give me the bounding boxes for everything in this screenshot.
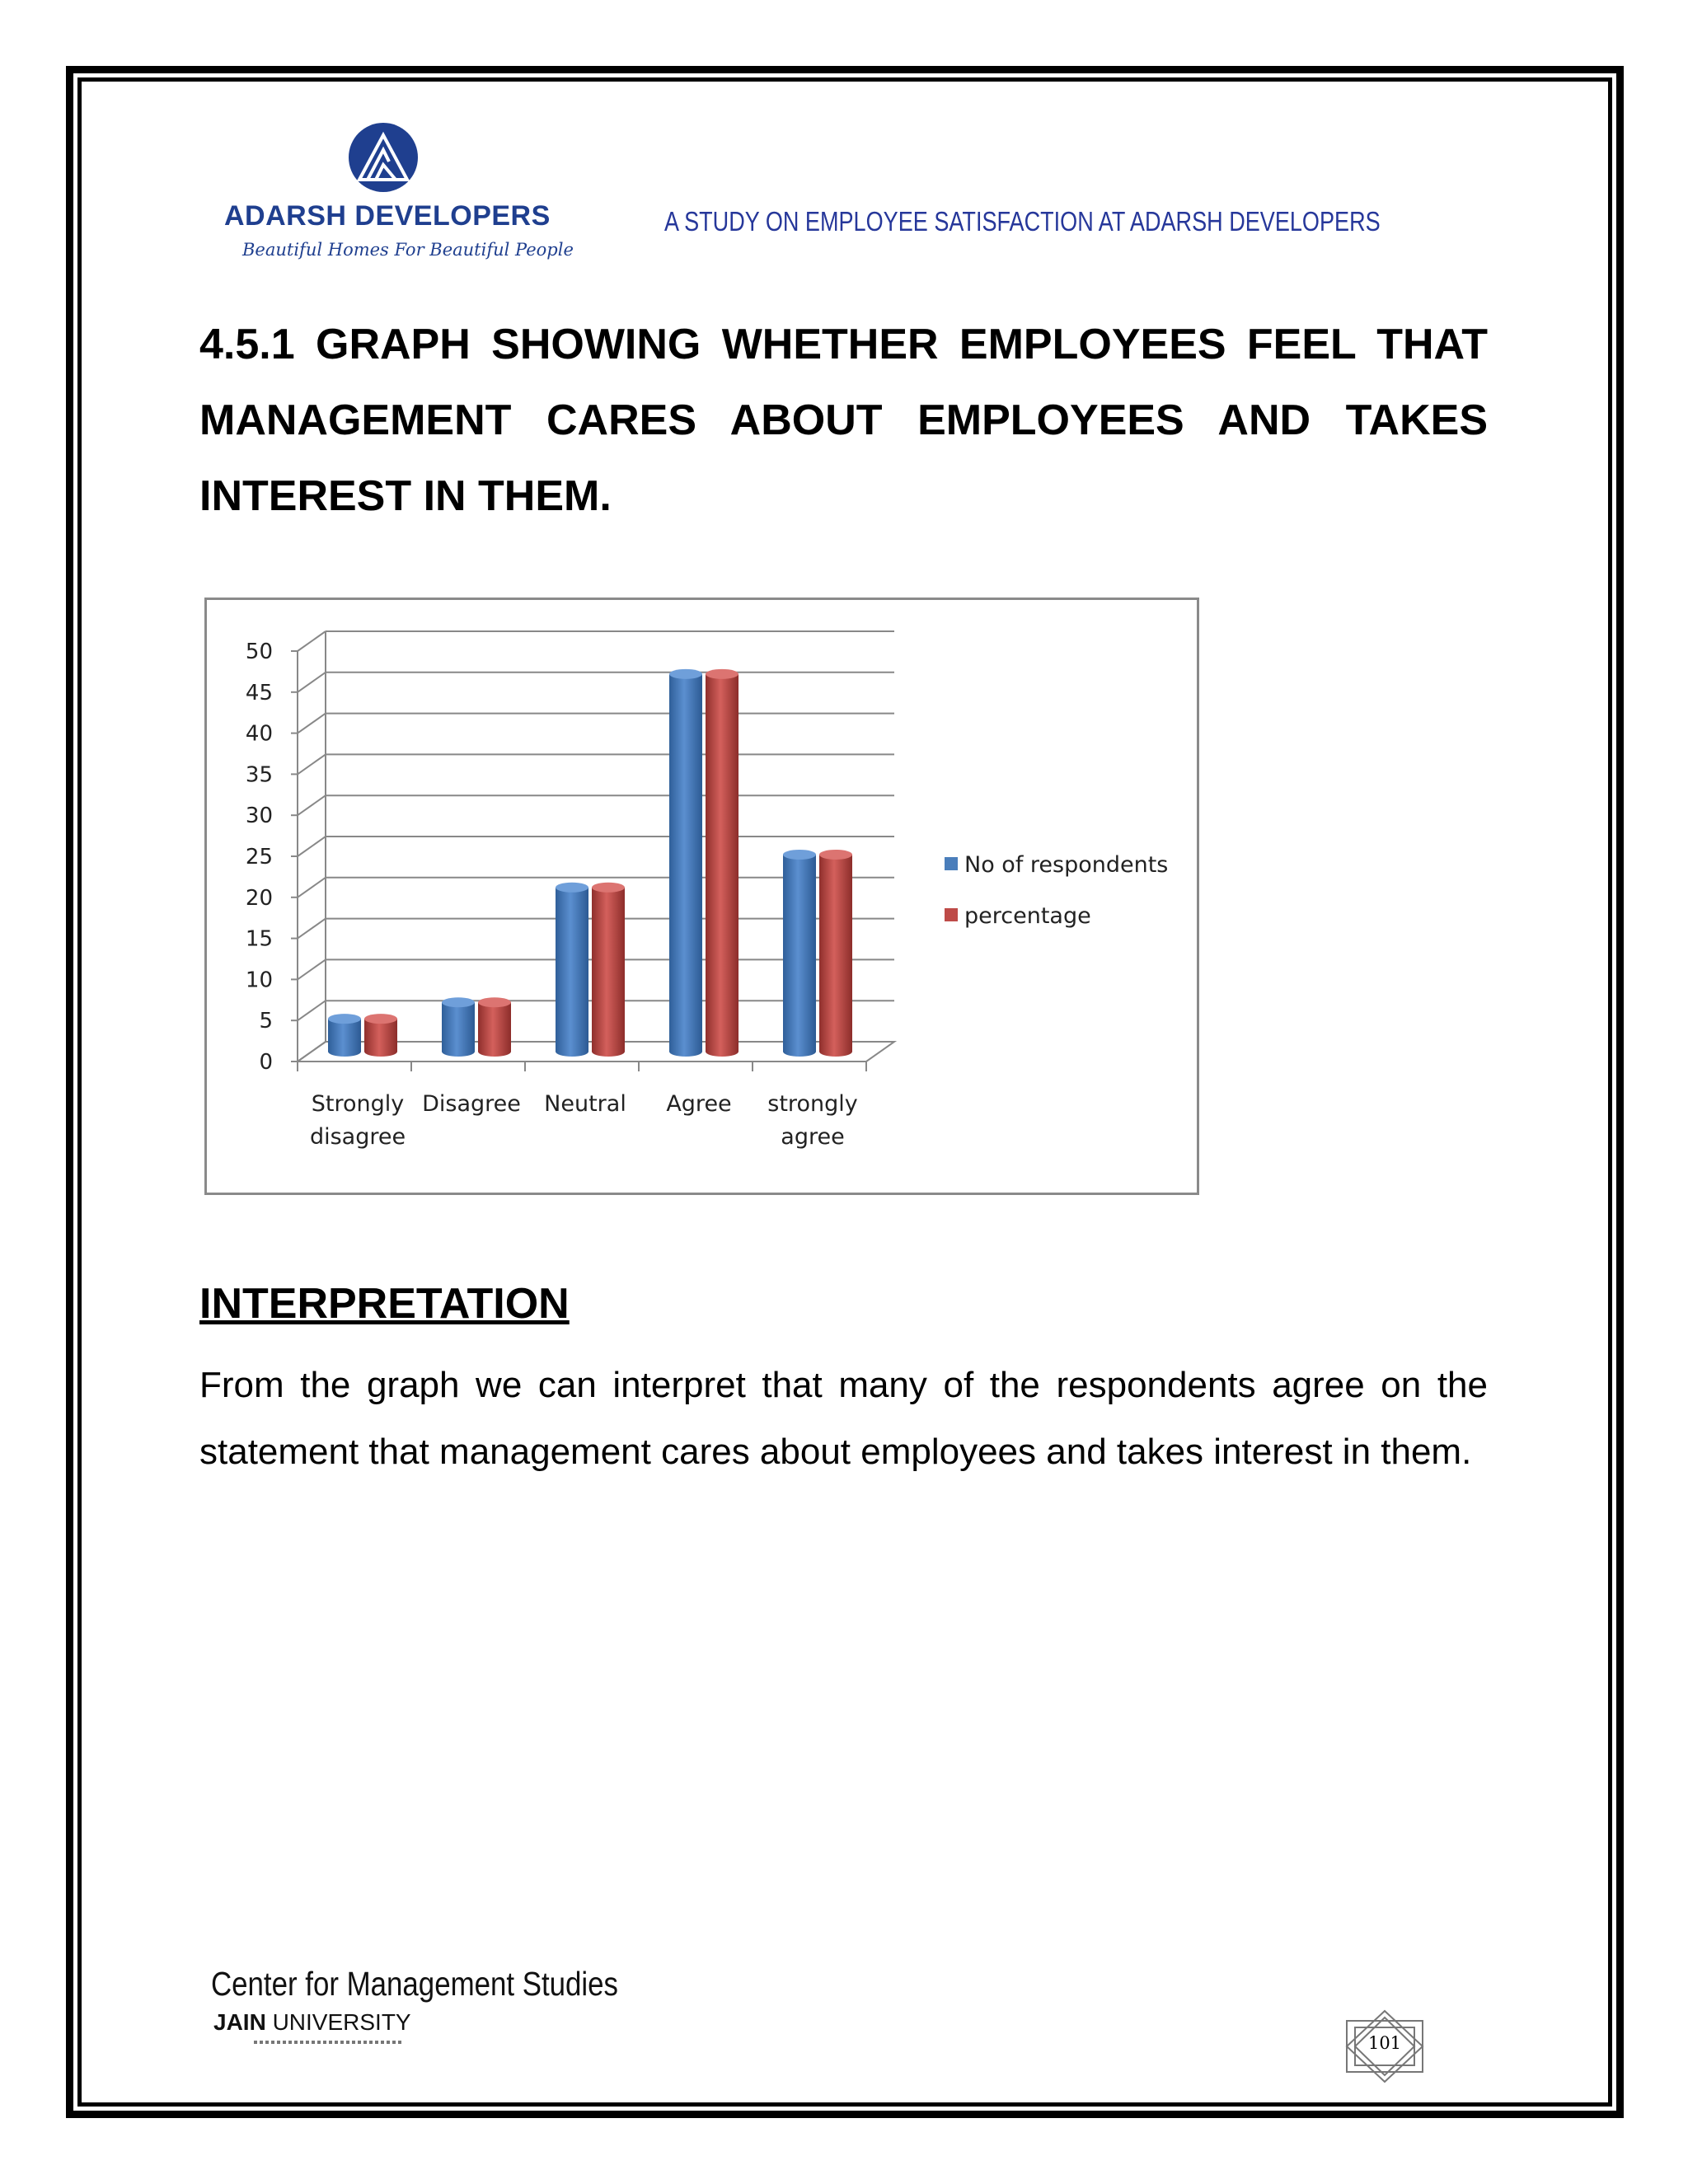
- bar-respondents-0: [328, 1019, 361, 1057]
- y-tick-label: 45: [245, 680, 273, 705]
- x-category-label: Agree: [666, 1091, 732, 1117]
- bar-percentage-2: [592, 888, 625, 1057]
- gridline-side: [298, 919, 326, 939]
- gridline-side: [298, 714, 326, 733]
- y-tick-label: 5: [259, 1009, 273, 1034]
- legend-swatch-1: [945, 908, 958, 921]
- chart-container: [204, 598, 1199, 1195]
- company-logo: [206, 122, 585, 279]
- bar-percentage-0: [364, 1019, 397, 1057]
- study-title: A STUDY ON EMPLOYEE SATISFACTION AT ADARSH DEVELOPERS: [664, 206, 1381, 237]
- y-tick-label: 30: [245, 804, 273, 829]
- y-tick-label: 20: [245, 885, 273, 911]
- bar-respondents-1: [442, 1002, 475, 1057]
- page-number-badge: [1343, 2009, 1426, 2083]
- bar-percentage-4: [819, 855, 852, 1057]
- interpretation-text: From the graph we can interpret that many of the respondents agree on the statement that management cares about employees and takes interest in them.: [199, 1365, 1488, 1472]
- section-title: 4.5.1 GRAPH SHOWING WHETHER EMPLOYEES FEEL THAT MANAGEMENT CARES ABOUT EMPLOYEES AND TAKES INTEREST IN THEM.: [199, 321, 1488, 520]
- gridline-side: [298, 837, 326, 856]
- y-tick-label: 25: [245, 845, 273, 869]
- y-tick-label: 0: [259, 1050, 273, 1075]
- logo-mark-icon: [348, 122, 419, 193]
- y-tick-label: 50: [245, 640, 273, 664]
- bar-respondents-4: [783, 855, 816, 1057]
- gridline-side: [298, 1001, 326, 1020]
- bar-top-respondents-3: [669, 669, 702, 679]
- x-category-label: Disagree: [422, 1091, 521, 1117]
- legend-label-0: No of respondents: [964, 852, 1169, 878]
- gridline-side: [298, 631, 326, 651]
- bar-respondents-3: [669, 674, 702, 1057]
- gridline-side: [298, 673, 326, 692]
- x-category-label: Neutral: [544, 1091, 626, 1117]
- bar-percentage-3: [706, 674, 738, 1057]
- bar-percentage-1: [478, 1002, 511, 1057]
- bar-top-respondents-0: [328, 1014, 361, 1024]
- gridline-side: [298, 795, 326, 815]
- legend-label-1: percentage: [964, 903, 1091, 929]
- interpretation-heading: INTERPRETATION: [199, 1280, 570, 1328]
- x-category-label: strongly agree: [767, 1091, 858, 1150]
- bar-top-respondents-1: [442, 997, 475, 1007]
- y-tick-label: 10: [245, 968, 273, 993]
- y-tick-label: 15: [245, 926, 273, 952]
- footer-university-rest: UNIVERSITY: [265, 2009, 411, 2035]
- bar-chart: [207, 600, 1197, 1193]
- bar-respondents-2: [556, 888, 588, 1057]
- gridline-side: [298, 754, 326, 774]
- gridline-side: [298, 959, 326, 979]
- bar-top-percentage-3: [706, 669, 738, 679]
- bar-top-respondents-4: [783, 850, 816, 860]
- bar-top-respondents-2: [556, 883, 588, 893]
- bar-top-percentage-2: [592, 883, 625, 893]
- y-tick-label: 35: [245, 762, 273, 788]
- footer-center-name: Center for Management Studies: [211, 1965, 618, 2003]
- legend-swatch-0: [945, 857, 958, 870]
- bar-top-percentage-1: [478, 997, 511, 1007]
- y-tick-label: 40: [245, 721, 273, 747]
- bar-top-percentage-4: [819, 850, 852, 860]
- footer-university: [213, 2009, 411, 2036]
- page-number: 101: [1367, 2033, 1402, 2053]
- logo-tagline: Beautiful Homes For Beautiful People: [242, 240, 574, 260]
- x-category-label: Strongly disagree: [309, 1091, 406, 1150]
- gridline-side: [298, 878, 326, 898]
- footer-fine-print: [254, 2041, 402, 2044]
- footer-university-bold: JAIN: [213, 2009, 266, 2035]
- logo-name: ADARSH DEVELOPERS: [224, 200, 551, 232]
- bar-top-percentage-0: [364, 1014, 397, 1024]
